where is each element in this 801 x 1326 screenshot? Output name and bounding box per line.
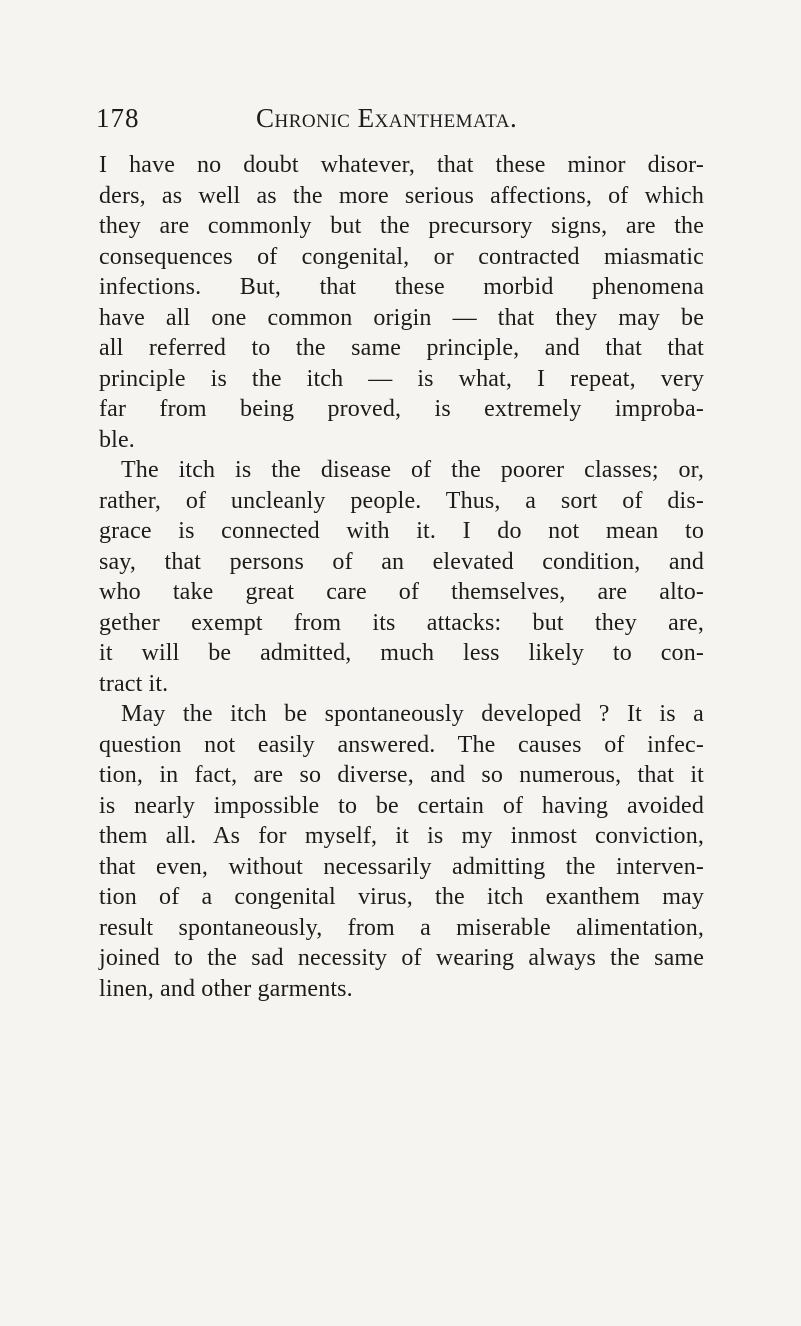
text-line: it will be admitted, much less likely to con- [99, 640, 704, 666]
text-line: May the itch be spontaneously developed ? It is a [121, 701, 704, 727]
text-line: have all one common origin — that they may be [99, 304, 704, 331]
text-line: all referred to the same principle, and that that [99, 335, 704, 361]
text-line: who take great care of themselves, are alto- [99, 579, 704, 605]
text-line: joined to the sad necessity of wearing always the same [99, 945, 704, 971]
text-line: tract it. [99, 670, 169, 697]
text-line: consequences of congenital, or contracted miasmatic [99, 243, 704, 270]
text-line: ble. [99, 426, 135, 453]
body-text [99, 150, 704, 1004]
text-line: infections. But, that these morbid phenomena [99, 274, 704, 300]
text-line: principle is the itch — is what, I repeat, very [99, 365, 704, 392]
text-line: The itch is the disease of the poorer classes; or, [121, 457, 704, 483]
text-line: tion of a congenital virus, the itch exanthem may [99, 884, 704, 910]
text-line: ders, as well as the more serious affections, of which [99, 182, 704, 209]
text-line: they are commonly but the precursory signs, are the [99, 213, 704, 239]
text-line: them all. As for myself, it is my inmost conviction, [99, 823, 704, 849]
text-line: gether exempt from its attacks: but they are, [99, 609, 704, 636]
text-line: is nearly impossible to be certain of having avoided [99, 792, 704, 819]
running-title: Chronic Exanthemata. [256, 103, 518, 133]
text-line: I have no doubt whatever, that these minor disor- [99, 152, 704, 178]
text-line: say, that persons of an elevated condition, and [99, 548, 704, 575]
text-line: that even, without necessarily admitting the interven- [99, 853, 704, 880]
text-line: grace is connected with it. I do not mean to [99, 518, 704, 544]
text-line: far from being proved, is extremely improba- [99, 396, 704, 422]
text-line: rather, of uncleanly people. Thus, a sort of dis- [99, 487, 704, 514]
text-line: linen, and other garments. [99, 975, 353, 1002]
running-head [96, 100, 736, 136]
page-number: 178 [96, 103, 140, 133]
text-line: tion, in fact, are so diverse, and so numerous, that it [99, 762, 704, 788]
text-line: result spontaneously, from a miserable alimentation, [99, 914, 704, 941]
text-line: question not easily answered. The causes of infec- [99, 731, 704, 758]
